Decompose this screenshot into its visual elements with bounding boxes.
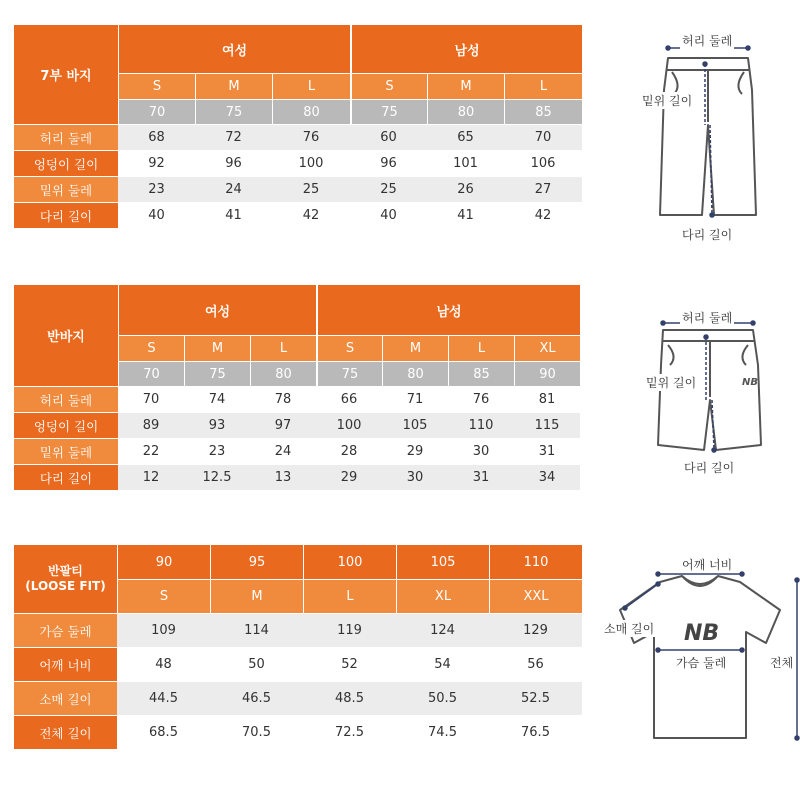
table-cell: 96 <box>195 150 272 176</box>
size-label: S <box>118 73 195 99</box>
size-label: M <box>427 73 504 99</box>
table-cell: 22 <box>118 438 184 464</box>
table-cell: 44.5 <box>117 681 210 715</box>
waist-number: 85 <box>504 99 582 124</box>
table-cell: 52.5 <box>489 681 582 715</box>
table-cell: 100 <box>272 150 350 176</box>
table-cell: 74 <box>184 386 250 412</box>
group-header-women: 여성 <box>118 285 316 335</box>
table-cell: 129 <box>489 613 582 647</box>
diagram-label-waist: 허리 둘레 <box>682 34 733 48</box>
row-label: 다리 길이 <box>14 202 118 228</box>
table-cell: 54 <box>396 647 489 681</box>
table-cell: 65 <box>427 124 504 150</box>
table-cell: 114 <box>210 613 303 647</box>
row-label: 어깨 너비 <box>14 647 117 681</box>
table-cell: 24 <box>195 176 272 202</box>
table-cell: 76 <box>272 124 350 150</box>
table-cell: 71 <box>382 386 448 412</box>
diagram-label-total: 전체 <box>770 656 794 670</box>
waist-number: 75 <box>350 99 427 124</box>
table-row <box>14 715 582 749</box>
size-label: L <box>504 73 582 99</box>
table-cell: 48.5 <box>303 681 396 715</box>
table-cell: 56 <box>489 647 582 681</box>
diagram-label-leg: 다리 길이 <box>682 228 733 242</box>
table-cell: 41 <box>195 202 272 228</box>
table-cell: 66 <box>316 386 382 412</box>
size-number: 110 <box>489 545 582 579</box>
table-row <box>14 464 580 490</box>
table-row <box>14 412 580 438</box>
table-cell: 34 <box>514 464 580 490</box>
table-row <box>14 613 582 647</box>
shorts-diagram <box>638 305 788 480</box>
table-cell: 42 <box>272 202 350 228</box>
table-cell: 70 <box>504 124 582 150</box>
size-label: M <box>382 335 448 361</box>
table-cell: 72.5 <box>303 715 396 749</box>
waist-number: 70 <box>118 99 195 124</box>
diagram-label-leg: 다리 길이 <box>684 461 735 475</box>
table-cell: 78 <box>250 386 316 412</box>
size-label: XL <box>514 335 580 361</box>
waist-number: 75 <box>184 361 250 386</box>
table-cell: 25 <box>350 176 427 202</box>
table-cell: 52 <box>303 647 396 681</box>
table-cell: 93 <box>184 412 250 438</box>
size-label: S <box>118 335 184 361</box>
waist-number: 80 <box>427 99 504 124</box>
tshirt-illustration <box>600 548 800 748</box>
table-cell: 89 <box>118 412 184 438</box>
table-cell: 119 <box>303 613 396 647</box>
table-row <box>14 150 582 176</box>
table-cell: 101 <box>427 150 504 176</box>
table-cell: 81 <box>514 386 580 412</box>
row-label: 허리 둘레 <box>14 386 118 412</box>
size-label: M <box>210 579 303 613</box>
row-label: 엉덩이 길이 <box>14 150 118 176</box>
diagram-label-sleeve: 소매 길이 <box>604 622 655 636</box>
table-cell: 27 <box>504 176 582 202</box>
row-label: 전체 길이 <box>14 715 117 749</box>
row-label: 밑위 둘레 <box>14 438 118 464</box>
size-label: S <box>117 579 210 613</box>
table-cell: 12 <box>118 464 184 490</box>
table-cell: 13 <box>250 464 316 490</box>
waist-number: 80 <box>272 99 350 124</box>
table-cell: 68 <box>118 124 195 150</box>
row-label: 밑위 둘레 <box>14 176 118 202</box>
table-cell: 70 <box>118 386 184 412</box>
size-number: 100 <box>303 545 396 579</box>
table-title-line1: 반팔티 <box>48 564 83 578</box>
diagram-label-rise: 밑위 길이 <box>646 376 697 390</box>
table-cell: 68.5 <box>117 715 210 749</box>
row-label: 다리 길이 <box>14 464 118 490</box>
size-label: M <box>195 73 272 99</box>
tshirt-diagram <box>600 548 800 748</box>
table-cell: 26 <box>427 176 504 202</box>
size-label: L <box>272 73 350 99</box>
diagram-label-waist: 허리 둘레 <box>682 311 733 325</box>
row-label: 소매 길이 <box>14 681 117 715</box>
table-cell: 29 <box>382 438 448 464</box>
table-cell: 97 <box>250 412 316 438</box>
table-cell: 92 <box>118 150 195 176</box>
table-row <box>14 647 582 681</box>
waist-number: 75 <box>195 99 272 124</box>
diagram-label-rise: 밑위 길이 <box>642 94 693 108</box>
table-cell: 76.5 <box>489 715 582 749</box>
diagram-label-shoulder: 어깨 너비 <box>682 558 733 572</box>
pants-illustration <box>636 30 786 245</box>
table-title: 반바지 <box>14 285 118 386</box>
table-cell: 48 <box>117 647 210 681</box>
table-cell: 76 <box>448 386 514 412</box>
size-label: L <box>303 579 396 613</box>
waist-number: 70 <box>118 361 184 386</box>
table-cell: 42 <box>504 202 582 228</box>
table-title <box>14 545 117 613</box>
table-cell: 74.5 <box>396 715 489 749</box>
table-cell: 72 <box>195 124 272 150</box>
table-row <box>14 176 582 202</box>
table-row <box>14 202 582 228</box>
table-cell: 60 <box>350 124 427 150</box>
table-row <box>14 124 582 150</box>
cropped-pants-size-table <box>14 25 582 228</box>
table-title: 7부 바지 <box>14 25 118 124</box>
table-cell: 106 <box>504 150 582 176</box>
size-label: S <box>316 335 382 361</box>
waist-number: 80 <box>250 361 316 386</box>
table-row <box>14 681 582 715</box>
group-header-women: 여성 <box>118 25 350 73</box>
table-cell: 100 <box>316 412 382 438</box>
group-header-men: 남성 <box>316 285 580 335</box>
size-number: 95 <box>210 545 303 579</box>
size-label: M <box>184 335 250 361</box>
size-label: L <box>250 335 316 361</box>
row-label: 엉덩이 길이 <box>14 412 118 438</box>
waist-number: 90 <box>514 361 580 386</box>
table-cell: 50.5 <box>396 681 489 715</box>
size-label: XXL <box>489 579 582 613</box>
table-cell: 46.5 <box>210 681 303 715</box>
pants-diagram <box>636 30 786 245</box>
table-cell: 23 <box>118 176 195 202</box>
table-row <box>14 386 580 412</box>
table-row <box>14 438 580 464</box>
table-cell: 31 <box>448 464 514 490</box>
table-cell: 41 <box>427 202 504 228</box>
table-cell: 105 <box>382 412 448 438</box>
table-cell: 124 <box>396 613 489 647</box>
table-cell: 40 <box>350 202 427 228</box>
table-cell: 30 <box>382 464 448 490</box>
table-cell: 50 <box>210 647 303 681</box>
table-cell: 29 <box>316 464 382 490</box>
nb-logo-icon: NB <box>684 621 720 646</box>
waist-number: 75 <box>316 361 382 386</box>
table-cell: 24 <box>250 438 316 464</box>
table-cell: 30 <box>448 438 514 464</box>
tshirt-size-table <box>14 545 582 749</box>
size-label: XL <box>396 579 489 613</box>
size-label: L <box>448 335 514 361</box>
table-cell: 28 <box>316 438 382 464</box>
table-cell: 110 <box>448 412 514 438</box>
table-cell: 25 <box>272 176 350 202</box>
group-header-men: 남성 <box>350 25 582 73</box>
nb-logo-icon: NB <box>742 377 758 388</box>
table-cell: 109 <box>117 613 210 647</box>
table-cell: 96 <box>350 150 427 176</box>
size-number: 90 <box>117 545 210 579</box>
shorts-illustration <box>638 305 788 480</box>
table-title-line2: (LOOSE FIT) <box>25 579 106 593</box>
table-cell: 115 <box>514 412 580 438</box>
table-cell: 12.5 <box>184 464 250 490</box>
diagram-label-chest: 가슴 둘레 <box>676 656 727 670</box>
table-cell: 40 <box>118 202 195 228</box>
row-label: 가슴 둘레 <box>14 613 117 647</box>
table-cell: 70.5 <box>210 715 303 749</box>
waist-number: 80 <box>382 361 448 386</box>
table-cell: 23 <box>184 438 250 464</box>
row-label: 허리 둘레 <box>14 124 118 150</box>
size-label: S <box>350 73 427 99</box>
shorts-size-table <box>14 285 580 490</box>
waist-number: 85 <box>448 361 514 386</box>
table-cell: 31 <box>514 438 580 464</box>
size-number: 105 <box>396 545 489 579</box>
